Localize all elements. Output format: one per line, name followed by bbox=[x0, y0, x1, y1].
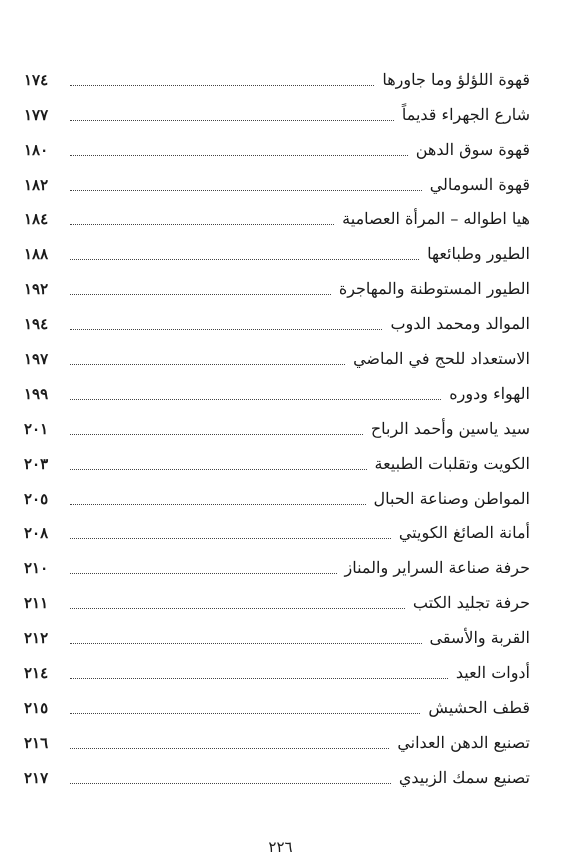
toc-entry bbox=[24, 516, 530, 551]
toc-entry bbox=[24, 62, 530, 97]
toc-entry-title: حرفة تجليد الكتب bbox=[412, 593, 530, 613]
toc-dot-leader bbox=[70, 573, 337, 574]
toc-entry-page-number: ١٨٢ bbox=[24, 175, 49, 194]
toc-entry bbox=[24, 411, 530, 446]
toc-entry-page-number: ١٩٩ bbox=[24, 384, 49, 403]
toc-entry bbox=[24, 376, 530, 411]
toc-dot-leader bbox=[70, 294, 331, 295]
toc-entry-title: قهوة اللؤلؤ وما جاورها bbox=[382, 69, 530, 89]
toc-entry bbox=[24, 585, 530, 620]
toc-dot-leader bbox=[70, 399, 441, 400]
toc-entry bbox=[24, 97, 530, 132]
toc-entry-page-number: ١٨٤ bbox=[24, 210, 49, 229]
toc-dot-leader bbox=[70, 120, 394, 121]
toc-entry-page-number: ٢١٦ bbox=[24, 733, 49, 752]
toc-entry-page-number: ٢٠١ bbox=[24, 419, 49, 438]
page-number: ٢٢٦ bbox=[268, 838, 293, 856]
toc-dot-leader bbox=[70, 643, 422, 644]
toc-entry-title: قهوة سوق الدهن bbox=[415, 139, 530, 159]
toc-entry-title: سيد ياسين وأحمد الرباح bbox=[370, 418, 530, 438]
toc-entry bbox=[24, 725, 530, 760]
toc-dot-leader bbox=[70, 259, 419, 260]
toc-dot-leader bbox=[70, 713, 420, 714]
toc-entry-page-number: ٢١٢ bbox=[24, 629, 49, 648]
toc-entry-title: هيا اطواله – المرأة العصامية bbox=[342, 209, 530, 229]
toc-entry-title: الطيور وطبائعها bbox=[427, 244, 530, 264]
toc-dot-leader bbox=[70, 190, 422, 191]
toc-entry-page-number: ١٩٢ bbox=[24, 280, 49, 299]
toc-entry-title: الموالد ومحمد الدوب bbox=[390, 314, 530, 334]
toc-entry-page-number: ١٨٨ bbox=[24, 245, 49, 264]
toc-entry-page-number: ٢١٤ bbox=[24, 664, 49, 683]
toc-entry bbox=[24, 655, 530, 690]
toc-entry-title: الاستعداد للحج في الماضي bbox=[353, 349, 530, 369]
toc-entry-page-number: ٢١٧ bbox=[24, 768, 49, 787]
toc-dot-leader bbox=[70, 678, 448, 679]
toc-entry-title: حرفة صناعة السراير والمناز bbox=[344, 558, 530, 578]
table-of-contents bbox=[24, 62, 530, 795]
toc-entry-page-number: ١٩٤ bbox=[24, 315, 49, 334]
toc-entry-title: قطف الحشيش bbox=[428, 697, 530, 717]
toc-entry-title: أدوات العيد bbox=[455, 663, 530, 683]
toc-entry bbox=[24, 132, 530, 167]
toc-dot-leader bbox=[70, 504, 366, 505]
toc-dot-leader bbox=[70, 783, 391, 784]
toc-dot-leader bbox=[70, 748, 389, 749]
toc-entry-title: الهواء ودوره bbox=[449, 383, 530, 403]
toc-entry-page-number: ١٨٠ bbox=[24, 140, 49, 159]
toc-dot-leader bbox=[70, 155, 408, 156]
toc-entry bbox=[24, 481, 530, 516]
toc-entry bbox=[24, 341, 530, 376]
toc-entry bbox=[24, 236, 530, 271]
toc-entry bbox=[24, 202, 530, 237]
toc-entry-title: الكويت وتقلبات الطبيعة bbox=[374, 453, 530, 473]
toc-dot-leader bbox=[70, 85, 374, 86]
toc-entry-page-number: ٢١٥ bbox=[24, 698, 49, 717]
toc-entry-title: أمانة الصائغ الكويتي bbox=[398, 523, 530, 543]
toc-dot-leader bbox=[70, 608, 405, 609]
toc-entry bbox=[24, 620, 530, 655]
toc-entry-title: تصنيع سمك الزبيدي bbox=[398, 767, 530, 787]
toc-dot-leader bbox=[70, 469, 367, 470]
toc-entry bbox=[24, 306, 530, 341]
toc-dot-leader bbox=[70, 224, 334, 225]
toc-entry bbox=[24, 760, 530, 795]
toc-entry-page-number: ١٧٤ bbox=[24, 70, 49, 89]
toc-entry bbox=[24, 690, 530, 725]
toc-dot-leader bbox=[70, 364, 345, 365]
toc-entry-page-number: ٢١٠ bbox=[24, 559, 49, 578]
toc-entry-page-number: ٢٠٥ bbox=[24, 489, 49, 508]
toc-entry bbox=[24, 167, 530, 202]
toc-entry bbox=[24, 271, 530, 306]
toc-entry-title: شارع الجهراء قديماً bbox=[401, 104, 530, 124]
toc-entry-title: قهوة السومالي bbox=[429, 174, 530, 194]
toc-entry bbox=[24, 550, 530, 585]
toc-entry-page-number: ١٧٧ bbox=[24, 105, 49, 124]
toc-dot-leader bbox=[70, 538, 391, 539]
toc-entry bbox=[24, 446, 530, 481]
toc-entry-page-number: ٢١١ bbox=[24, 594, 49, 613]
toc-dot-leader bbox=[70, 329, 382, 330]
toc-dot-leader bbox=[70, 434, 363, 435]
toc-entry-title: المواطن وصناعة الحبال bbox=[373, 488, 530, 508]
toc-entry-title: الطيور المستوطنة والمهاجرة bbox=[338, 279, 530, 299]
toc-entry-page-number: ٢٠٨ bbox=[24, 524, 49, 543]
toc-entry-page-number: ٢٠٣ bbox=[24, 454, 49, 473]
toc-entry-title: تصنيع الدهن العداني bbox=[397, 732, 530, 752]
toc-entry-page-number: ١٩٧ bbox=[24, 350, 49, 369]
toc-entry-title: القربة والأسقى bbox=[429, 628, 530, 648]
